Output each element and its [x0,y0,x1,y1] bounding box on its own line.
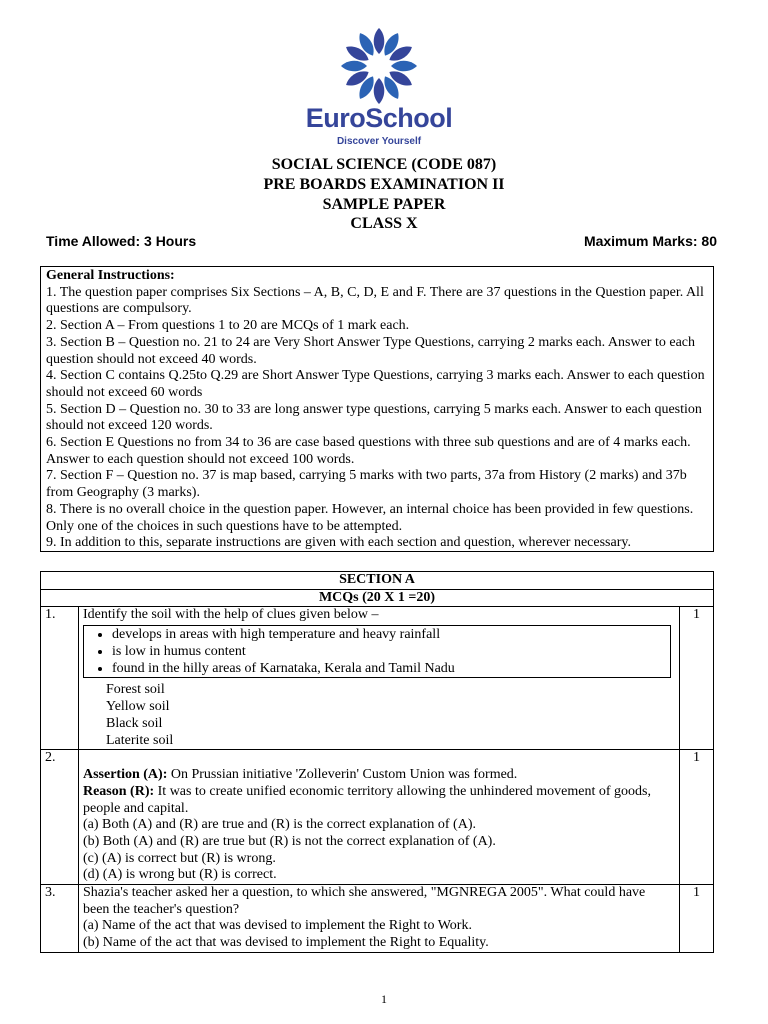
logo-brand: EuroSchool [305,103,453,133]
maximum-marks: Maximum Marks: 80 [583,233,717,249]
question-number: 3. [41,885,79,953]
assertion-text: On Prussian initiative 'Zolleverin' Custom Union was formed. [167,767,518,783]
option: (b) Name of the act that was devised to implement the Right to Equality. [82,935,489,951]
general-instructions [40,266,714,552]
table-row [41,607,714,750]
clues-box [83,625,671,678]
clue-item: • develops in areas with high temperature and heavy rainfall [112,626,670,643]
assertion-label: Assertion (A): [82,767,168,783]
section-title: SECTION A [41,572,714,590]
question-number: 1. [41,607,79,750]
option: Yellow soil [105,699,170,715]
option: (a) Both (A) and (R) are true and (R) is the correct explanation of (A). [82,817,476,833]
assertion [83,767,675,784]
table-row [41,885,714,953]
instruction-item: 3. Section B – Question no. 21 to 24 are Very Short Answer Type Questions, carrying 2 marks each. Answer to each question should not exceed 40 words. [46,334,695,367]
question-body [78,885,679,953]
reason-label: Reason (R): [82,783,155,799]
question-marks: 1 [679,750,713,885]
clue-item: • found in the hilly areas of Karnataka, Kerala and Tamil Nadu [112,660,670,677]
question-number: 2. [41,750,79,885]
option: Forest soil [105,682,165,698]
reason-text: It was to create unified economic territory allowing the unhindered movement of goods, people and capital. [82,783,651,816]
question-text: Shazia's teacher asked her a question, to which she answered, "MGNREGA 2005". What could have been the teacher's question? [82,885,646,917]
logo-petal [341,61,367,72]
instruction-item: 1. The question paper comprises Six Sections – A, B, C, D, E and F. There are 37 questions in the Question paper. All questions are compulsory. [46,284,704,317]
paper-title: SAMPLE PAPER [322,196,446,213]
option: Laterite soil [105,733,174,749]
exam-title: PRE BOARDS EXAMINATION II [263,176,505,193]
logo-petal [391,61,417,72]
instructions-title: General Instructions: [46,268,175,283]
instruction-item: 2. Section A – From questions 1 to 20 are MCQs of 1 mark each. [46,318,410,334]
option: (a) Name of the act that was devised to implement the Right to Work. [82,918,472,934]
table-row [41,750,714,885]
logo-center [370,57,388,75]
question-body [78,607,679,750]
question-marks: 1 [679,885,713,953]
option: Black soil [105,716,163,732]
logo-tagline: Discover Yourself [336,136,422,147]
page-number: 1 [381,992,387,1006]
instruction-item: 7. Section F – Question no. 37 is map based, carrying 5 marks with two parts, 37a from History (2 marks) and 37b from Geography (3 marks). [46,468,687,501]
question-body [78,750,679,885]
class-title: CLASS X [350,215,418,232]
section-subtitle: MCQs (20 X 1 =20) [41,589,714,607]
instruction-item: 6. Section E Questions no from 34 to 36 are case based questions with three sub questions and are of 4 marks each. Answer to each question should not exceed 100 words. [46,435,691,467]
instruction-item: 9. In addition to this, separate instructions are given with each section and question, wherever necessary. [46,535,631,551]
euroschool-logo [293,27,465,149]
questions-table [40,571,714,953]
option: (d) (A) is wrong but (R) is correct. [82,867,277,883]
time-allowed: Time Allowed: 3 Hours [46,233,197,249]
instruction-item: 5. Section D – Question no. 30 to 33 are long answer type questions, carrying 5 marks each. Answer to each question should not exceed 120 words. [46,401,702,434]
instruction-item: 8. There is no overall choice in the question paper. However, an internal choice has been provided in few questions. Only one of the choices in such questions have to be attempted. [46,501,694,534]
clue-item: • is low in humus content [112,643,670,660]
logo-petal [374,28,385,54]
star-flower-icon [340,27,418,105]
question-text: Identify the soil with the help of clues given below – [82,607,379,623]
instruction-item: 4. Section C contains Q.25to Q.29 are Short Answer Type Questions, carrying 3 marks each. Answer to each question should not exceed 60 words [46,368,705,400]
reason [83,784,675,817]
option: (b) Both (A) and (R) are true but (R) is not the correct explanation of (A). [82,833,496,849]
logo-petal [374,78,385,104]
question-marks: 1 [679,607,713,750]
subject-title: SOCIAL SCIENCE (CODE 087) [271,156,497,173]
option: (c) (A) is correct but (R) is wrong. [82,850,276,866]
